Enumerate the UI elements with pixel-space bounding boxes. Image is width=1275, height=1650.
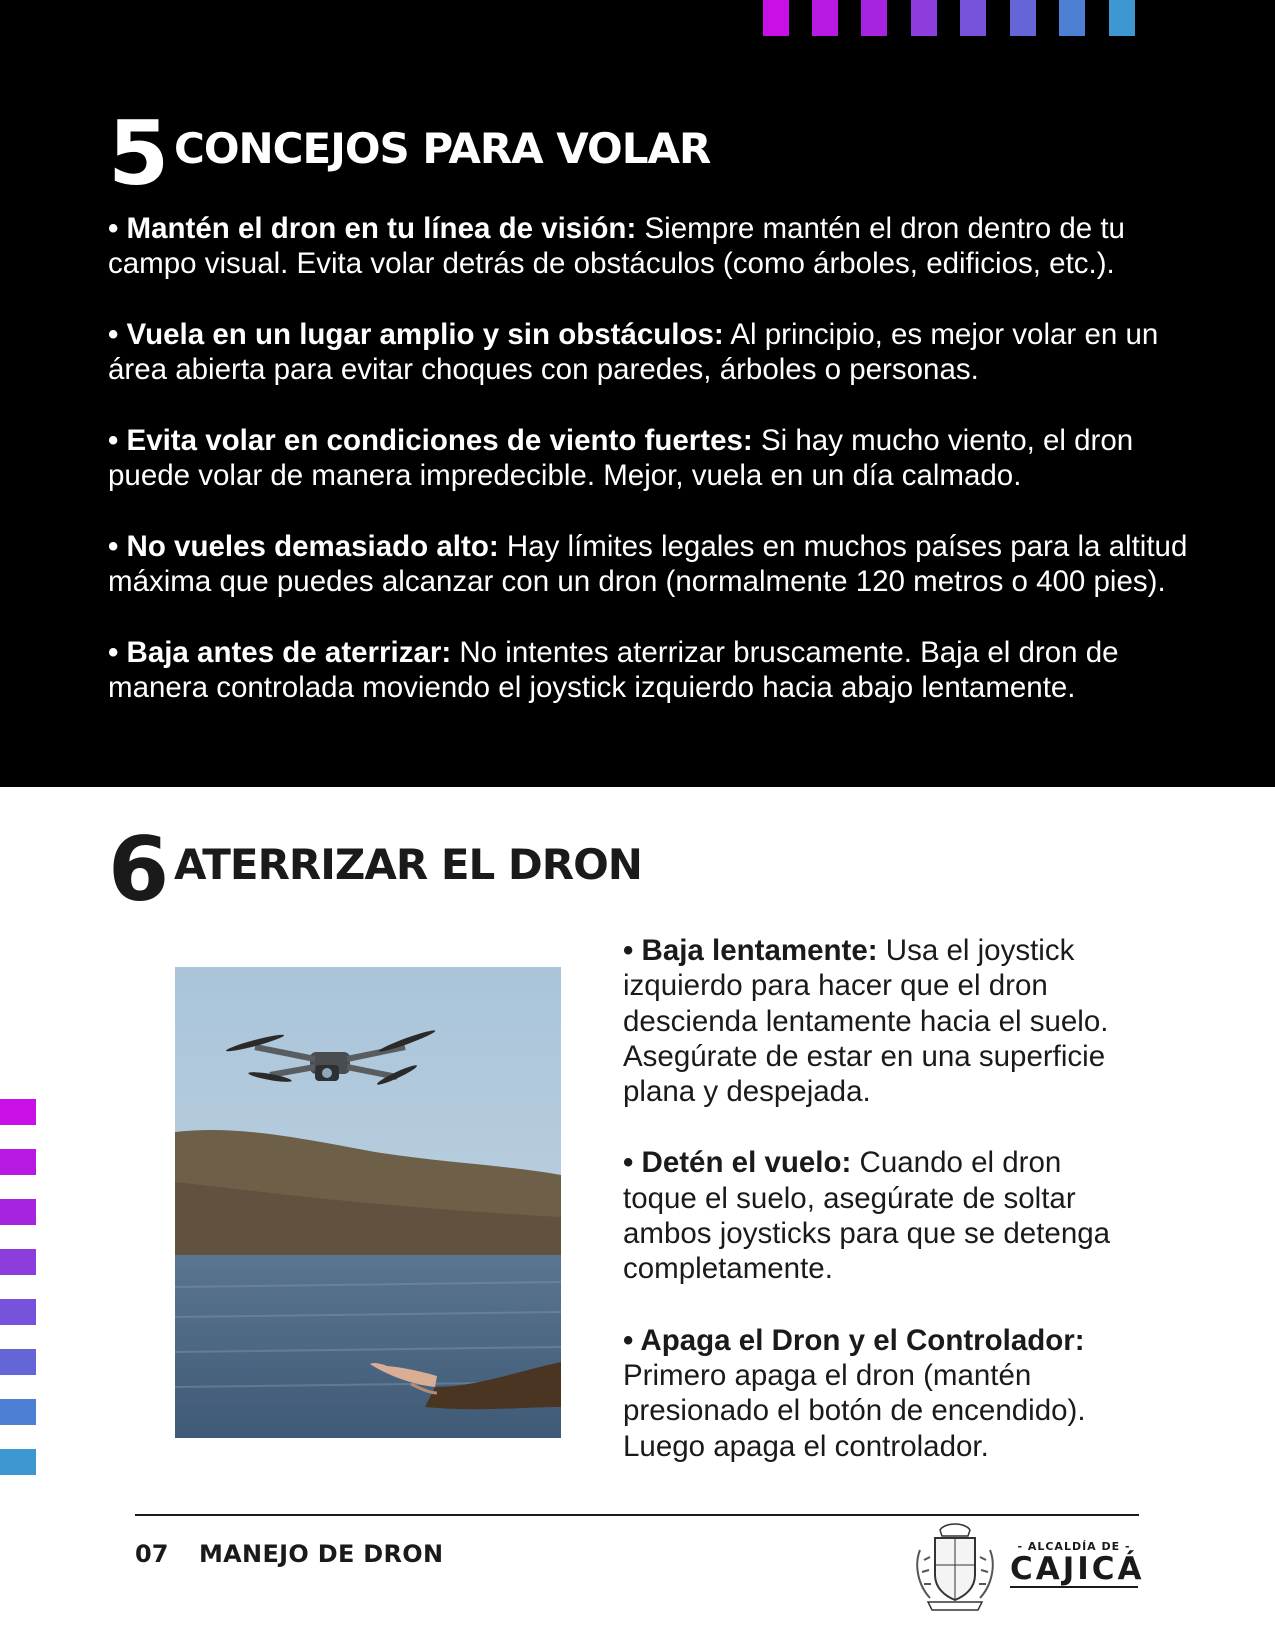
deco-square [1059, 0, 1085, 36]
page-number: 07 [135, 1540, 169, 1568]
tip-heading: • Apaga el Dron y el Controlador: [623, 1323, 1085, 1357]
deco-square [0, 1099, 36, 1125]
tip-heading: • Baja lentamente: [623, 934, 878, 967]
deco-square [911, 0, 937, 36]
section-title: CONCEJOS PARA VOLAR [174, 124, 711, 173]
tip-text: Siempre mantén el dron dentro de tu campo visual. Evita volar detrás de obstáculos (como árboles, edificios, etc.). [108, 212, 1125, 280]
tip-text: Usa el joystick izquierdo para hacer que el dron descienda lentamente hacia el suelo. Asegúrate de estar en una superficie plana y despejada. [623, 934, 1109, 1109]
deco-square [763, 0, 789, 36]
section-number: 5 [108, 102, 168, 205]
section-title: ATERRIZAR EL DRON [174, 840, 642, 889]
tip-heading: • Detén el vuelo: [623, 1146, 852, 1180]
tip-heading: • Mantén el dron en tu línea de visión: [108, 212, 637, 245]
logo-wordmark: CAJICÁ [1010, 1551, 1145, 1587]
tip-item [623, 1145, 1143, 1286]
landing-tips-list [623, 933, 1143, 1500]
deco-square [0, 1249, 36, 1275]
footer-title: MANEJO DE DRON [199, 1540, 444, 1568]
tip-heading: • Evita volar en condiciones de viento fuertes: [108, 424, 753, 457]
tip-text: Hay límites legales en muchos países para la altitud máxima que puedes alcanzar con un dron (normalmente 120 metros o 400 pies). [108, 530, 1188, 598]
deco-square [1010, 0, 1036, 36]
tip-heading: • Baja antes de aterrizar: [108, 636, 452, 669]
tip-text: Al principio, es mejor volar en un área abierta para evitar choques con paredes, árboles o personas. [108, 318, 1159, 386]
section-number: 6 [108, 818, 168, 921]
deco-square [0, 1299, 36, 1325]
deco-square [812, 0, 838, 36]
drone-landing-photo [175, 967, 561, 1438]
tip-text: Cuando el dron toque el suelo, asegúrate de soltar ambos joysticks para que se detenga completamente. [623, 1146, 1111, 1286]
deco-square [1109, 0, 1135, 36]
logo-subtitle: - ALCALDÍA DE - [1017, 1540, 1131, 1553]
deco-square [960, 0, 986, 36]
deco-square [0, 1399, 36, 1425]
footer-divider [135, 1514, 1139, 1516]
deco-square [0, 1449, 36, 1475]
tip-item [108, 317, 1188, 387]
flight-tips-list [108, 211, 1188, 741]
tip-item [108, 635, 1188, 705]
deco-square [0, 1199, 36, 1225]
deco-square [861, 0, 887, 36]
tip-item [623, 933, 1143, 1109]
coat-of-arms-icon [910, 1520, 1000, 1612]
tip-item [108, 211, 1188, 281]
deco-square [0, 1149, 36, 1175]
tip-heading: • Vuela en un lugar amplio y sin obstáculos: [108, 318, 724, 351]
tip-text: Si hay mucho viento, el dron puede volar de manera impredecible. Mejor, vuela en un día calmado. [108, 424, 1134, 492]
tip-item [623, 1323, 1143, 1464]
deco-square [0, 1349, 36, 1375]
tip-item [108, 529, 1188, 599]
tip-text: No intentes aterrizar bruscamente. Baja el dron de manera controlada moviendo el joystick izquierdo hacia abajo lentamente. [108, 636, 1119, 704]
tip-item [108, 423, 1188, 493]
tip-heading: • No vueles demasiado alto: [108, 530, 499, 563]
tip-text: Primero apaga el dron (mantén presionado el botón de encendido). Luego apaga el controlador. [623, 1358, 1086, 1463]
